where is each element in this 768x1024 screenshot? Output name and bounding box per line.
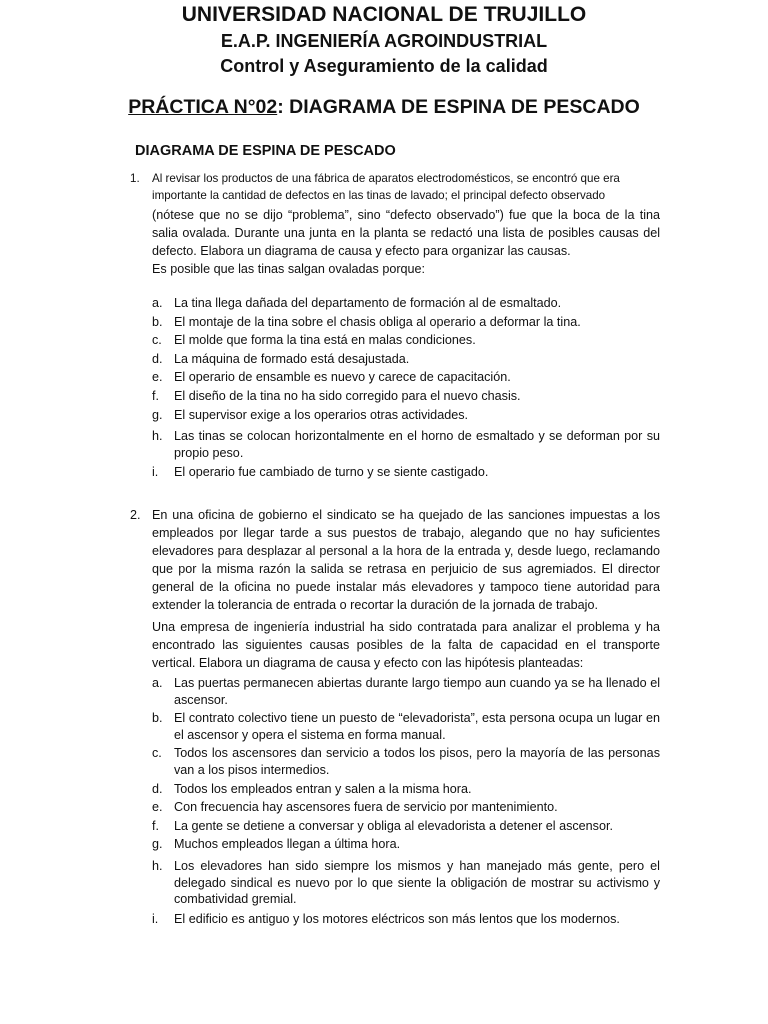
list-item: f. El diseño de la tina no ha sido corregido para el nuevo chasis. [152, 388, 521, 403]
practice-topic: : DIAGRAMA DE ESPINA DE PESCADO [277, 96, 640, 118]
section-subtitle: DIAGRAMA DE ESPINA DE PESCADO [135, 143, 396, 159]
list-item: i. El edificio es antiguo y los motores eléctricos son más lentos que los modernos. [152, 911, 620, 926]
list-item: b. El montaje de la tina sobre el chasis obliga al operario a deformar la tina. [152, 314, 581, 329]
list-item: c. Todos los ascensores dan servicio a todos los pisos, pero la mayoría de las personas van a los pisos intermedios. [152, 746, 660, 777]
university-name: UNIVERSIDAD NACIONAL DE TRUJILLO [181, 3, 587, 26]
problem-1-paragraph: (nótese que no se dijo “problema”, sino “defecto observado”) fue que la boca de la tina salia ovalada. Durante una junta en la planta se redactó una lista de posibles causas del defecto. Elabora un diagrama de causa y efecto para organizar las causas. [152, 208, 660, 258]
course-name: Control y Aseguramiento de la calidad [220, 56, 548, 76]
list-item: g. El supervisor exige a los operarios otras actividades. [152, 407, 468, 422]
list-item: a. La tina llega dañada del departamento de formación al de esmaltado. [152, 296, 562, 310]
list-item: e. El operario de ensamble es nuevo y carece de capacitación. [152, 370, 511, 385]
list-item: h. Los elevadores han sido siempre los mismos y han manejado más gente, pero el delegado sindical es nuevo por lo que siente la obligación de mostrar su activismo y combatividad gremial. [152, 858, 660, 907]
problem-1-cause-list [130, 295, 660, 481]
problem-2-cause-list [130, 675, 660, 927]
problem-1-lead: Es posible que las tinas salgan ovaladas porque: [152, 262, 426, 276]
practice-title [0, 95, 768, 119]
problem-2-paragraph-2: Una empresa de ingeniería industrial ha sido contratada para analizar el problema y ha encontrado las siguientes causas posibles de la falta de capacidad en el transporte vertical. Elabora un diagrama de causa y efecto con las hipótesis planteadas: [152, 620, 660, 670]
list-item: g. Muchos empleados llegan a última hora. [152, 837, 401, 852]
problem-1-intro-line-2: importante la cantidad de defectos en las tinas de lavado; el principal defecto observado [152, 189, 606, 202]
list-item: h. Las tinas se colocan horizontalmente en el horno de esmaltado y se deforman por su propio peso. [152, 429, 660, 460]
list-item: c. El molde que forma la tina está en malas condiciones. [152, 333, 476, 348]
problem-1-intro-line-1: Al revisar los productos de una fábrica de aparatos electrodomésticos, se encontró que era [152, 172, 620, 185]
list-item: f. La gente se detiene a conversar y obliga al elevadorista a detener el ascensor. [152, 818, 613, 833]
problem-1-number: 1. [130, 172, 140, 185]
problem-2-number: 2. [130, 508, 141, 522]
list-item: a. Las puertas permanecen abiertas durante largo tiempo aun cuando ya se ha llenado el ascensor. [152, 676, 660, 707]
list-item: e. Con frecuencia hay ascensores fuera de servicio por mantenimiento. [152, 800, 558, 815]
practice-number: PRÁCTICA N°02 [128, 96, 278, 118]
list-item: d. La máquina de formado está desajustada. [152, 351, 410, 366]
list-item: i. El operario fue cambiado de turno y se siente castigado. [152, 465, 489, 480]
list-item: d. Todos los empleados entran y salen a la misma hora. [152, 781, 472, 796]
list-item: b. El contrato colectivo tiene un puesto de “elevadorista”, esta persona ocupa un lugar en el ascensor y opera el sistema en forma manual. [152, 711, 660, 742]
problem-2-paragraph-1: En una oficina de gobierno el sindicato se ha quejado de las sanciones impuestas a los empleados por llegar tarde a sus puestos de trabajo, alegando que no hay suficientes elevadores para desplazar al personal a la hora de la entrada y, desde luego, reclamando que por la misma razón la salida se retrasa en perjuicio de sus agremiados. El director general de la oficina no puede instalar más elevadores y tampoco tiene autoridad para extender la tolerancia de entrada o recortar la duración de la jornada de trabajo. [152, 508, 660, 612]
school-name: E.A.P. INGENIERÍA AGROINDUSTRIAL [220, 31, 548, 51]
